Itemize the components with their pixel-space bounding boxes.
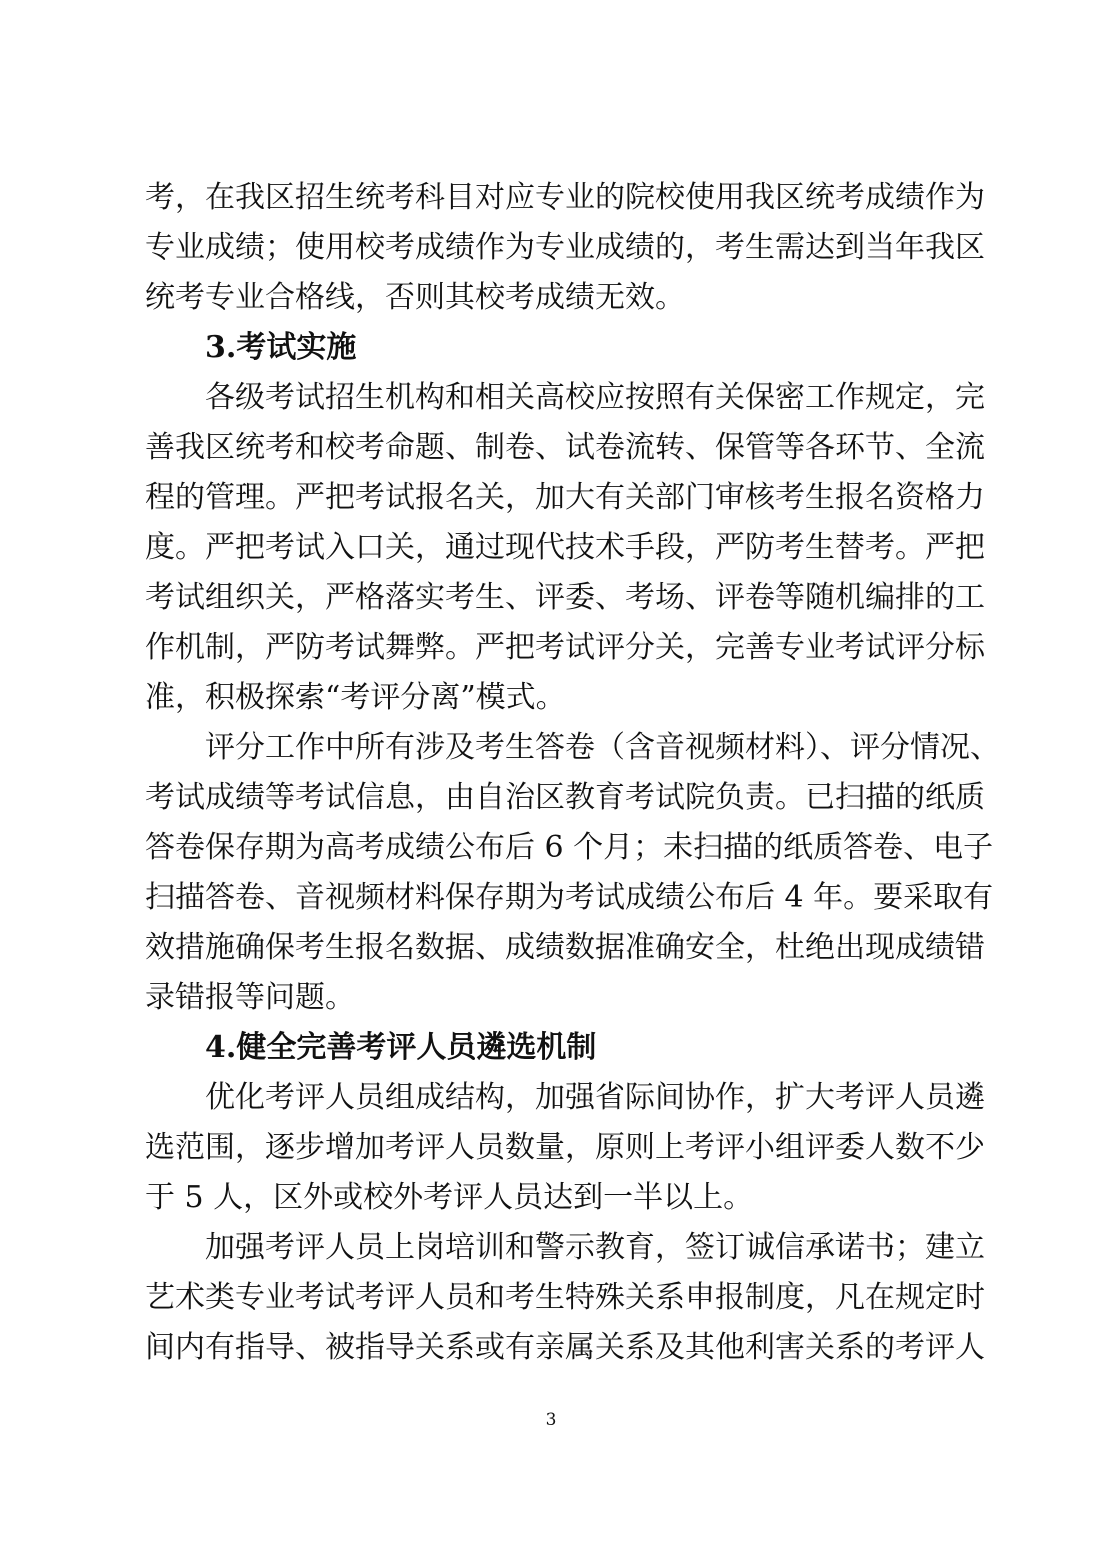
paragraph-line: 间内有指导、被指导关系或有亲属关系及其他利害关系的考评人 xyxy=(145,1330,985,1365)
paragraph-line: 作机制，严防考试舞弊。严把考试评分关，完善专业考试评分标 xyxy=(145,630,985,665)
paragraph-line: 优化考评人员组成结构，加强省际间协作，扩大考评人员遴 xyxy=(205,1080,985,1115)
paragraph-line: 各级考试招生机构和相关高校应按照有关保密工作规定，完 xyxy=(205,380,985,415)
paragraph-line: 艺术类专业考试考评人员和考生特殊关系申报制度，凡在规定时 xyxy=(145,1280,985,1315)
paragraph-line: 统考专业合格线，否则其校考成绩无效。 xyxy=(145,280,685,315)
paragraph-line: 答卷保存期为高考成绩公布后 6 个月；未扫描的纸质答卷、电子 xyxy=(145,830,994,865)
paragraph-line: 准，积极探索“考评分离”模式。 xyxy=(145,680,566,715)
paragraph-line: 评分工作中所有涉及考生答卷（含音视频材料）、评分情况、 xyxy=(205,730,1000,765)
paragraph-line: 加强考评人员上岗培训和警示教育，签订诚信承诺书；建立 xyxy=(205,1230,985,1265)
paragraph-line: 录错报等问题。 xyxy=(145,980,355,1015)
paragraph-line: 扫描答卷、音视频材料保存期为考试成绩公布后 4 年。要采取有 xyxy=(145,880,994,915)
paragraph-line: 考，在我区招生统考科目对应专业的院校使用我区统考成绩作为 xyxy=(145,180,985,215)
paragraph-line: 程的管理。严把考试报名关，加大有关部门审核考生报名资格力 xyxy=(145,480,985,515)
paragraph-line: 专业成绩；使用校考成绩作为专业成绩的，考生需达到当年我区 xyxy=(145,230,985,265)
page-number: 3 xyxy=(545,1410,557,1430)
paragraph-line: 选范围，逐步增加考评人员数量，原则上考评小组评委人数不少 xyxy=(145,1130,985,1165)
paragraph-line: 效措施确保考生报名数据、成绩数据准确安全，杜绝出现成绩错 xyxy=(145,930,985,965)
paragraph-line: 考试成绩等考试信息，由自治区教育考试院负责。已扫描的纸质 xyxy=(145,780,985,815)
paragraph-line: 善我区统考和校考命题、制卷、试卷流转、保管等各环节、全流 xyxy=(145,430,985,465)
section-heading: 4.健全完善考评人员遴选机制 xyxy=(205,1030,597,1065)
section-heading: 3.考试实施 xyxy=(205,330,357,365)
paragraph-line: 于 5 人，区外或校外考评人员达到一半以上。 xyxy=(145,1180,754,1215)
paragraph-line: 考试组织关，严格落实考生、评委、考场、评卷等随机编排的工 xyxy=(145,580,985,615)
paragraph-line: 度。严把考试入口关，通过现代技术手段，严防考生替考。严把 xyxy=(145,530,985,565)
